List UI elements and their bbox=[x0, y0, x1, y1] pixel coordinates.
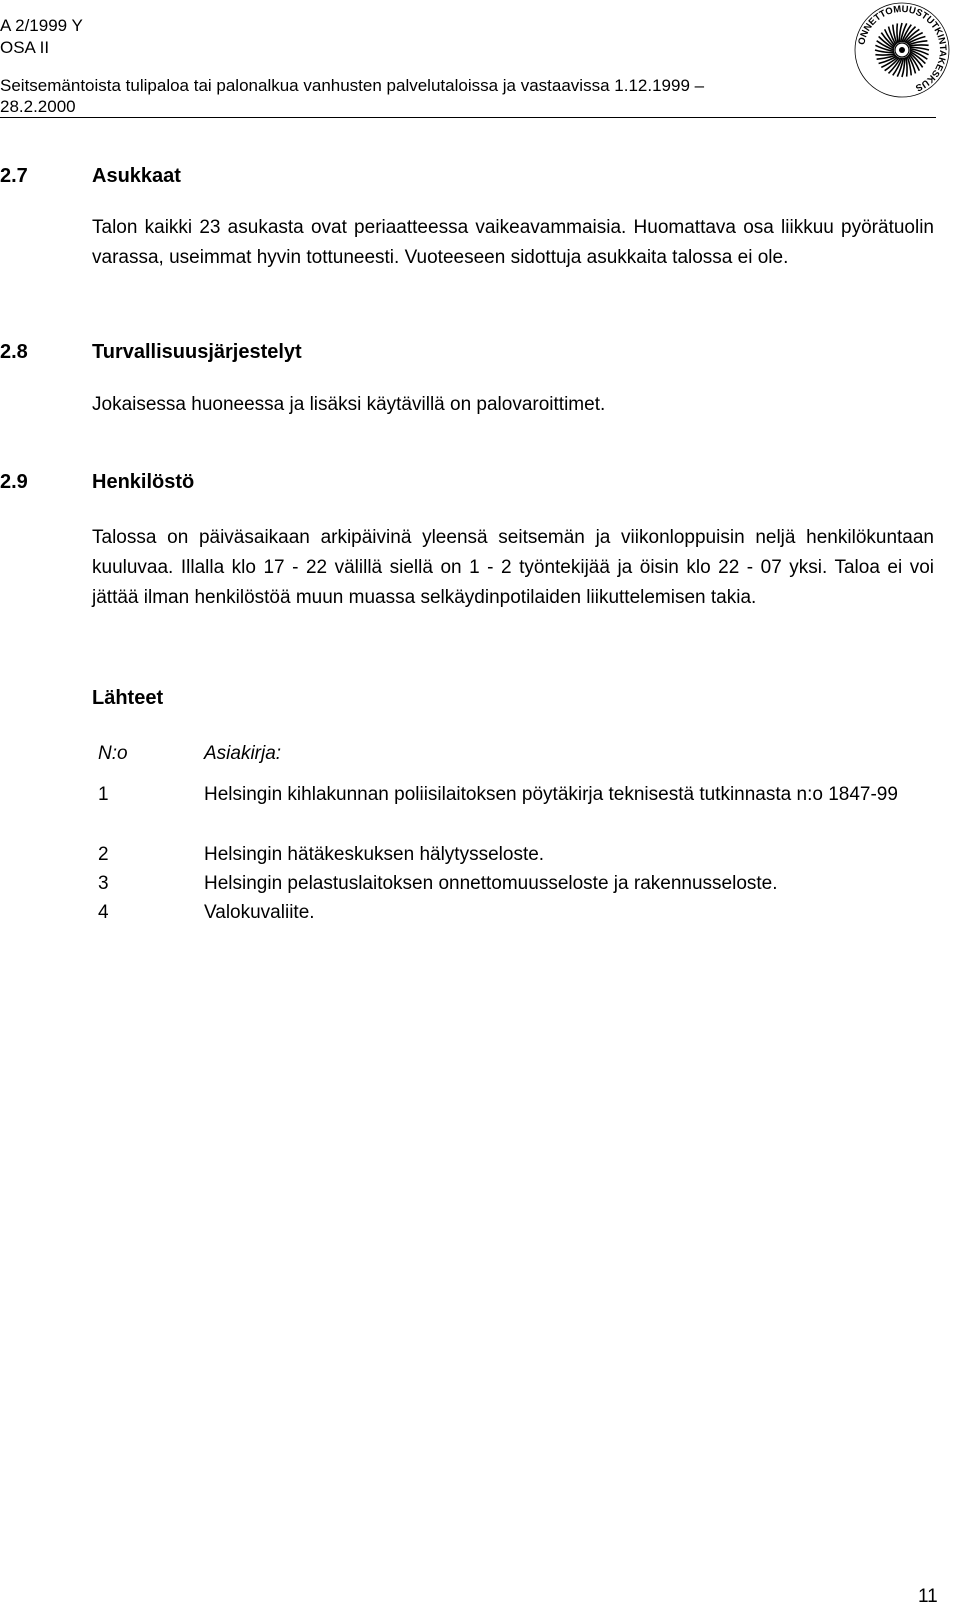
document-title: Seitsemäntoista tulipaloa tai palonalkua vanhusten palvelutaloissa ja vastaavissa 1.12.1999 – bbox=[0, 76, 705, 95]
section-title: Henkilöstö bbox=[92, 471, 195, 493]
logo-ray bbox=[909, 45, 929, 46]
sources-column-document: Asiakirja: bbox=[204, 743, 282, 764]
section-body-asukkaat: Talon kaikki 23 asukasta ovat periaatteessa vaikeavammaisia. Huomattava osa liikkuu pyörätuolin varassa, useimmat hyvin tottuneesti. Vuoteeseen sidottuja asukkaita talossa ei ole. bbox=[92, 217, 934, 268]
logo-ray bbox=[906, 57, 907, 77]
sources-column-number: N:o bbox=[98, 743, 128, 764]
section-title: Asukkaat bbox=[92, 165, 181, 187]
section-number: 2.9 bbox=[0, 471, 28, 493]
header-divider bbox=[0, 117, 936, 118]
document-date-range: 28.2.2000 bbox=[0, 97, 76, 116]
document-part: OSA II bbox=[0, 38, 50, 57]
svg-text:ONNETTOMUUSTUTKINTAKESKUS: ONNETTOMUUSTUTKINTAKESKUS bbox=[856, 3, 949, 94]
source-document: Valokuvaliite. bbox=[204, 902, 315, 923]
section-number: 2.7 bbox=[0, 165, 28, 187]
source-number: 2 bbox=[98, 844, 109, 865]
source-number: 3 bbox=[98, 873, 109, 894]
document-code: A 2/1999 Y bbox=[0, 16, 83, 35]
sources-heading: Lähteet bbox=[92, 687, 164, 709]
section-number: 2.8 bbox=[0, 341, 28, 363]
source-document: Helsingin kihlakunnan poliisilaitoksen pöytäkirja teknisestä tutkinnasta n:o 1847-99 bbox=[204, 784, 898, 805]
source-document: Helsingin hätäkeskuksen hälytysseloste. bbox=[204, 844, 545, 865]
logo-ray bbox=[897, 23, 898, 43]
source-number: 1 bbox=[98, 784, 109, 805]
source-document: Helsingin pelastuslaitoksen onnettomuusseloste ja rakennusseloste. bbox=[204, 873, 778, 894]
section-body-turvallisuusjarjestelyt: Jokaisessa huoneessa ja lisäksi käytävillä on palovaroittimet. bbox=[92, 394, 606, 415]
agency-logo-icon bbox=[852, 0, 952, 100]
source-number: 4 bbox=[98, 902, 109, 923]
section-title: Turvallisuusjärjestelyt bbox=[92, 341, 302, 363]
section-body-henkilosto: Talossa on päiväsaikaan arkipäivinä yleensä seitsemän ja viikonloppuisin neljä henkilökuntaan kuuluvaa. Illalla klo 17 - 22 välillä siellä on 1 - 2 työntekijää ja öisin klo 22 - 07 yksi. Taloa ei voi jättää ilman henkilöstöä muun muassa selkäydinpotilaiden liikuttelemisen takia. bbox=[92, 527, 934, 608]
page-number: 11 bbox=[918, 1586, 938, 1607]
logo-ray bbox=[875, 54, 895, 55]
